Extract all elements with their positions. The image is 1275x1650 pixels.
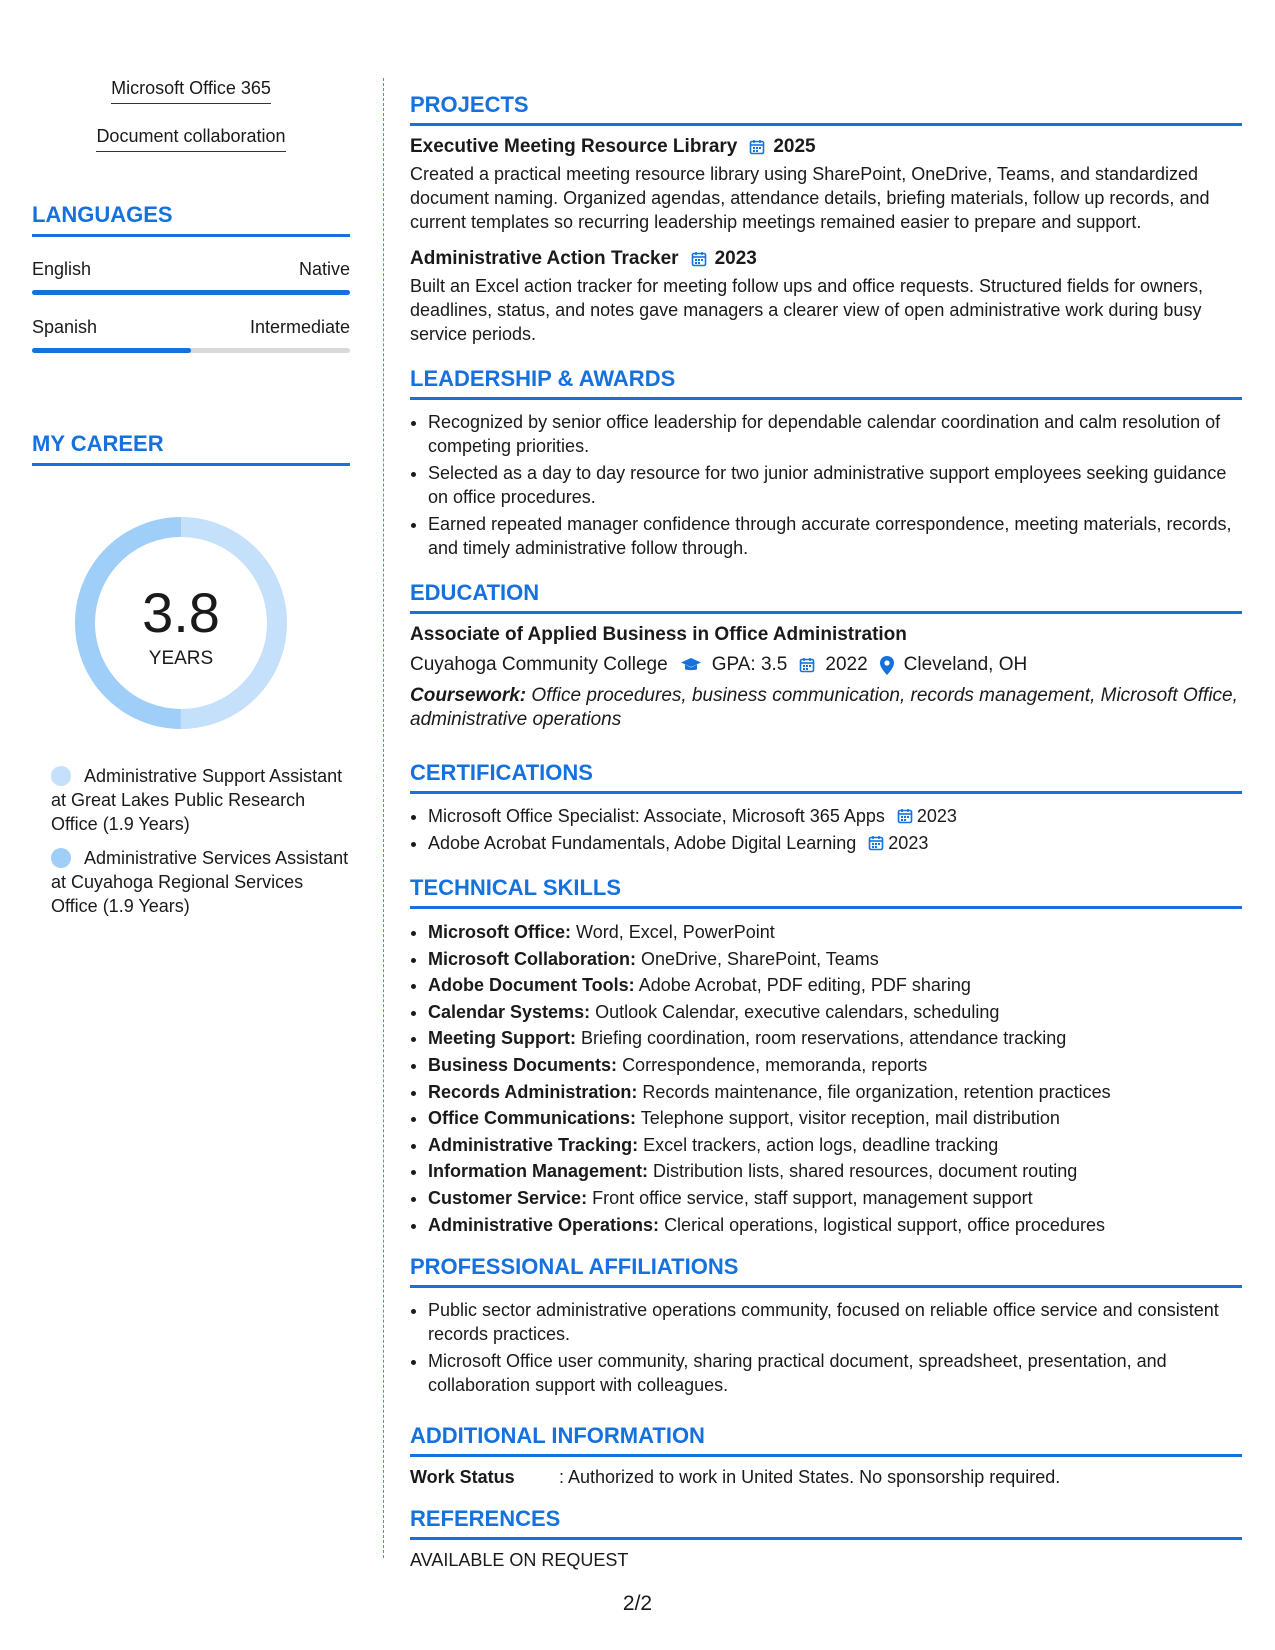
education-degree: Associate of Applied Business in Office Administration	[410, 624, 907, 645]
project-year: 2023	[714, 248, 757, 269]
project-title: Executive Meeting Resource Library	[410, 136, 738, 157]
skill-tag	[32, 126, 350, 152]
language-item	[32, 259, 350, 295]
career-legend-dot	[51, 766, 71, 786]
education-gpa: GPA: 3.5	[711, 654, 788, 675]
education-coursework	[410, 684, 1242, 732]
skill-label: Information Management:	[428, 1161, 649, 1182]
list-item	[428, 1212, 1242, 1239]
languages-heading: LANGUAGES	[32, 202, 350, 237]
skill-value: Telephone support, visitor reception, mail distribution	[640, 1108, 1060, 1129]
career-item-text: Administrative Services Assistant at Cuyahoga Regional Services Office (1.9 Years)	[51, 848, 349, 916]
skill-value: Word, Excel, PowerPoint	[576, 922, 775, 942]
language-item	[32, 317, 350, 353]
column-divider	[383, 78, 384, 1558]
list-item	[428, 1052, 1242, 1079]
skill-label: Microsoft Office:	[428, 922, 572, 942]
main-content	[410, 92, 1242, 1571]
language-proficiency-bar	[32, 290, 350, 295]
language-proficiency-fill	[32, 290, 350, 295]
skill-value: Records maintenance, file organization, retention practices	[642, 1081, 1111, 1102]
skill-label: Administrative Operations:	[428, 1214, 660, 1235]
list-item: • Selected as a day to day resource for two junior administrative support employees seeking guidance on office procedures.	[428, 461, 1242, 509]
certification-name: • Microsoft Office Specialist: Associate, Microsoft 365 Apps	[428, 806, 885, 826]
skill-value: Briefing coordination, room reservations, attendance tracking	[581, 1028, 1067, 1049]
skill-value: OneDrive, SharePoint, Teams	[641, 948, 879, 969]
list-item	[428, 1079, 1242, 1106]
skill-label: Meeting Support:	[428, 1028, 576, 1049]
list-item: • Recognized by senior office leadership for dependable calendar coordination and calm resolution of competing priorities.	[428, 410, 1242, 458]
project-title: Administrative Action Tracker	[410, 248, 679, 269]
skill-value: Front office service, staff support, management support	[592, 1187, 1033, 1208]
skill-value: Excel trackers, action logs, deadline tracking	[643, 1134, 999, 1155]
calendar-icon	[749, 139, 765, 155]
list-item: • Microsoft Office user community, sharing practical document, spreadsheet, presentation, and collaboration support with colleagues.	[428, 1349, 1242, 1397]
project-description: Created a practical meeting resource library using SharePoint, OneDrive, Teams, and standardized document naming. Organized agendas, attendance details, briefing materials, follow up records, and current templates so recurring leadership meetings remained easier to prepare and support.	[410, 164, 1210, 232]
language-name: English	[32, 259, 92, 279]
language-level: Intermediate	[249, 317, 350, 337]
education-details	[410, 654, 1242, 676]
calendar-icon	[691, 251, 707, 267]
career-total-years: 3.8	[142, 581, 220, 644]
certifications-heading: CERTIFICATIONS	[410, 760, 1242, 794]
certifications-list	[410, 804, 1242, 855]
additional-info-heading: ADDITIONAL INFORMATION	[410, 1423, 1242, 1457]
skill-label: Customer Service:	[428, 1187, 588, 1208]
skill-label: Business Documents:	[428, 1054, 618, 1075]
skill-tag	[32, 78, 350, 104]
career-donut-chart	[66, 508, 296, 738]
certification-year: 2023	[916, 806, 957, 826]
technical-skills-list	[410, 919, 1242, 1238]
graduation-cap-icon	[680, 657, 702, 673]
sidebar	[32, 78, 350, 918]
skill-label: Administrative Tracking:	[428, 1134, 639, 1155]
language-proficiency-fill	[32, 348, 191, 353]
education-school: Cuyahoga Community College	[410, 654, 668, 675]
language-name: Spanish	[32, 317, 98, 337]
skill-value: Clerical operations, logistical support, office procedures	[664, 1214, 1105, 1235]
project-item	[410, 248, 1242, 346]
list-item	[428, 946, 1242, 973]
certification-name: • Adobe Acrobat Fundamentals, Adobe Digital Learning	[428, 833, 857, 853]
list-item	[428, 1025, 1242, 1052]
education-heading: EDUCATION	[410, 580, 1242, 614]
list-item: • Public sector administrative operations community, focused on reliable office service and consistent records practices.	[428, 1298, 1242, 1346]
list-item	[428, 804, 1242, 828]
calendar-icon	[868, 835, 884, 851]
career-item	[32, 846, 350, 918]
work-status-label: Work Status	[410, 1467, 515, 1488]
education-location: Cleveland, OH	[903, 654, 1028, 675]
project-description: Built an Excel action tracker for meeting follow ups and office requests. Structured fields for owners, deadlines, status, and notes gave managers a clearer view of open administrative work during busy service periods.	[410, 276, 1204, 344]
affiliations-heading: PROFESSIONAL AFFILIATIONS	[410, 1254, 1242, 1288]
calendar-icon	[799, 657, 815, 673]
skill-label: Office Communications:	[428, 1108, 637, 1129]
language-proficiency-bar	[32, 348, 350, 353]
list-item	[428, 831, 1242, 855]
list-item	[428, 1185, 1242, 1212]
career-legend-dot	[51, 848, 71, 868]
list-item	[428, 1105, 1242, 1132]
skill-value: Outlook Calendar, executive calendars, scheduling	[595, 1001, 1000, 1022]
map-pin-icon	[880, 656, 894, 675]
project-year: 2025	[773, 136, 816, 157]
list-item	[428, 1132, 1242, 1159]
leadership-heading: LEADERSHIP & AWARDS	[410, 366, 1242, 400]
skill-label: Adobe Document Tools:	[428, 975, 635, 996]
career-heading: MY CAREER	[32, 431, 350, 466]
language-level: Native	[298, 259, 350, 279]
certification-year: 2023	[888, 833, 929, 853]
education-year: 2022	[825, 654, 868, 675]
work-status-row	[410, 1467, 1242, 1488]
skill-label: Microsoft Collaboration:	[428, 948, 636, 969]
skill-value: Distribution lists, shared resources, document routing	[653, 1161, 1078, 1182]
references-text: AVAILABLE ON REQUEST	[410, 1550, 629, 1571]
list-item	[428, 972, 1242, 999]
page-number: 2/2	[622, 1592, 653, 1615]
work-status-value: : Authorized to work in United States. No sponsorship required.	[559, 1467, 1061, 1488]
skill-label: Records Administration:	[428, 1081, 638, 1102]
list-item	[428, 919, 1242, 946]
coursework-text: Office procedures, business communication, records management, Microsoft Office, administrative operations	[410, 685, 1238, 730]
career-item	[32, 764, 350, 836]
references-heading: REFERENCES	[410, 1506, 1242, 1540]
skill-tag-label: Document collaboration	[96, 126, 285, 152]
career-item-text: Administrative Support Assistant at Great Lakes Public Research Office (1.9 Years)	[51, 766, 343, 834]
skill-value: Adobe Acrobat, PDF editing, PDF sharing	[638, 975, 971, 996]
skill-tag-label: Microsoft Office 365	[111, 78, 271, 104]
calendar-icon	[897, 808, 913, 824]
career-years-label: YEARS	[148, 648, 214, 669]
project-item	[410, 136, 1242, 234]
list-item	[428, 1158, 1242, 1185]
technical-skills-heading: TECHNICAL SKILLS	[410, 875, 1242, 909]
leadership-list	[410, 410, 1242, 560]
coursework-label: Coursework:	[410, 685, 527, 706]
list-item: • Earned repeated manager confidence through accurate correspondence, meeting materials, records, and timely administrative follow through.	[428, 512, 1242, 560]
affiliations-list	[410, 1298, 1242, 1397]
list-item	[428, 999, 1242, 1026]
skill-label: Calendar Systems:	[428, 1001, 591, 1022]
skill-value: Correspondence, memoranda, reports	[622, 1054, 928, 1075]
projects-heading: PROJECTS	[410, 92, 1242, 126]
